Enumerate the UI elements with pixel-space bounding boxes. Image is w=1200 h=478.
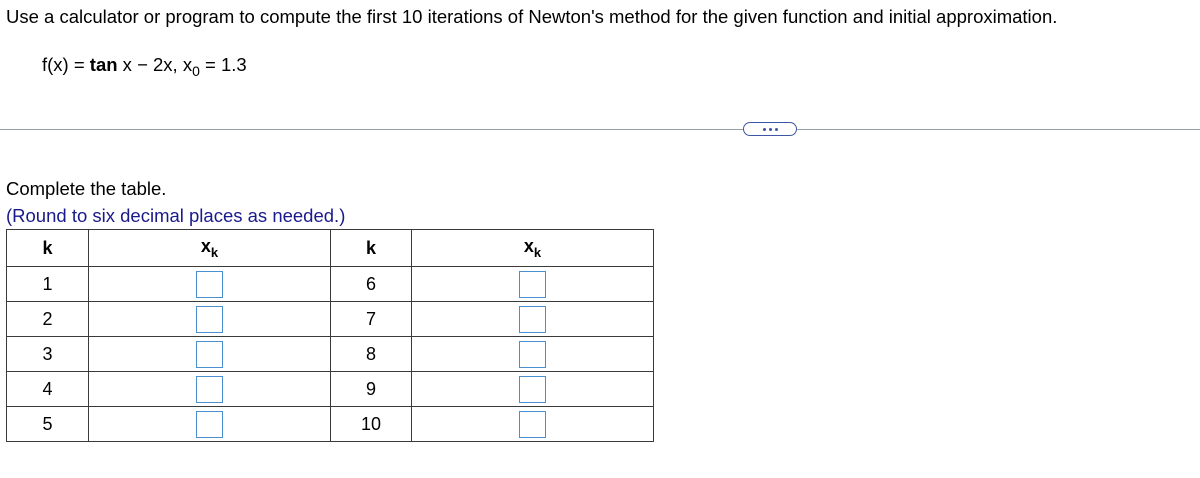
- k-cell: 3: [7, 337, 89, 372]
- k-cell: 4: [7, 372, 89, 407]
- xk-cell: [89, 337, 331, 372]
- header-x-subscript: k: [210, 245, 219, 260]
- formula-fn: tan: [89, 54, 118, 75]
- k-cell: 5: [7, 407, 89, 442]
- answer-input-x10[interactable]: [519, 411, 546, 438]
- k-cell: 8: [331, 337, 412, 372]
- xk-cell: [89, 372, 331, 407]
- formula-tail: = 1.3: [199, 54, 247, 75]
- xk-cell: [412, 407, 654, 442]
- header-x-subscript: k: [533, 245, 542, 260]
- formula-subscript: 0: [192, 63, 200, 79]
- ellipsis-icon: [775, 128, 778, 131]
- table-row: [7, 267, 654, 302]
- answer-input-x6[interactable]: [519, 271, 546, 298]
- xk-cell: [89, 302, 331, 337]
- formula-lhs: f(x) =: [42, 54, 90, 75]
- ellipsis-icon: [769, 128, 772, 131]
- xk-cell: [89, 267, 331, 302]
- xk-cell: [89, 407, 331, 442]
- answer-input-x1[interactable]: [196, 271, 223, 298]
- header-k-right: k: [331, 230, 412, 267]
- k-cell: 6: [331, 267, 412, 302]
- k-cell: 10: [331, 407, 412, 442]
- question-text: Use a calculator or program to compute the first 10 iterations of Newton's method for the given function and initial approximation.: [6, 6, 1058, 27]
- k-cell: 2: [7, 302, 89, 337]
- formula-rhs: x − 2x, x: [117, 54, 193, 75]
- table-row: [7, 372, 654, 407]
- xk-cell: [412, 372, 654, 407]
- answer-input-x2[interactable]: [196, 306, 223, 333]
- answer-input-x7[interactable]: [519, 306, 546, 333]
- table-row: [7, 407, 654, 442]
- header-xk-left: [89, 230, 331, 267]
- k-cell: 7: [331, 302, 412, 337]
- header-k-left: k: [7, 230, 89, 267]
- table-header-row: [7, 230, 654, 267]
- header-x-label: x: [200, 236, 211, 256]
- table-row: [7, 337, 654, 372]
- table-row: [7, 302, 654, 337]
- answer-input-x8[interactable]: [519, 341, 546, 368]
- iteration-table: [6, 229, 654, 442]
- answer-input-x4[interactable]: [196, 376, 223, 403]
- xk-cell: [412, 337, 654, 372]
- k-cell: 1: [7, 267, 89, 302]
- header-x-label: x: [523, 236, 534, 256]
- more-options-button[interactable]: [743, 122, 797, 136]
- answer-input-x9[interactable]: [519, 376, 546, 403]
- instruction-text: Complete the table.: [6, 178, 167, 199]
- xk-cell: [412, 267, 654, 302]
- header-xk-right: [412, 230, 654, 267]
- ellipsis-icon: [763, 128, 766, 131]
- xk-cell: [412, 302, 654, 337]
- section-divider: [0, 129, 1200, 130]
- k-cell: 9: [331, 372, 412, 407]
- rounding-note: (Round to six decimal places as needed.): [6, 205, 346, 226]
- function-formula: [42, 54, 247, 79]
- answer-input-x5[interactable]: [196, 411, 223, 438]
- answer-input-x3[interactable]: [196, 341, 223, 368]
